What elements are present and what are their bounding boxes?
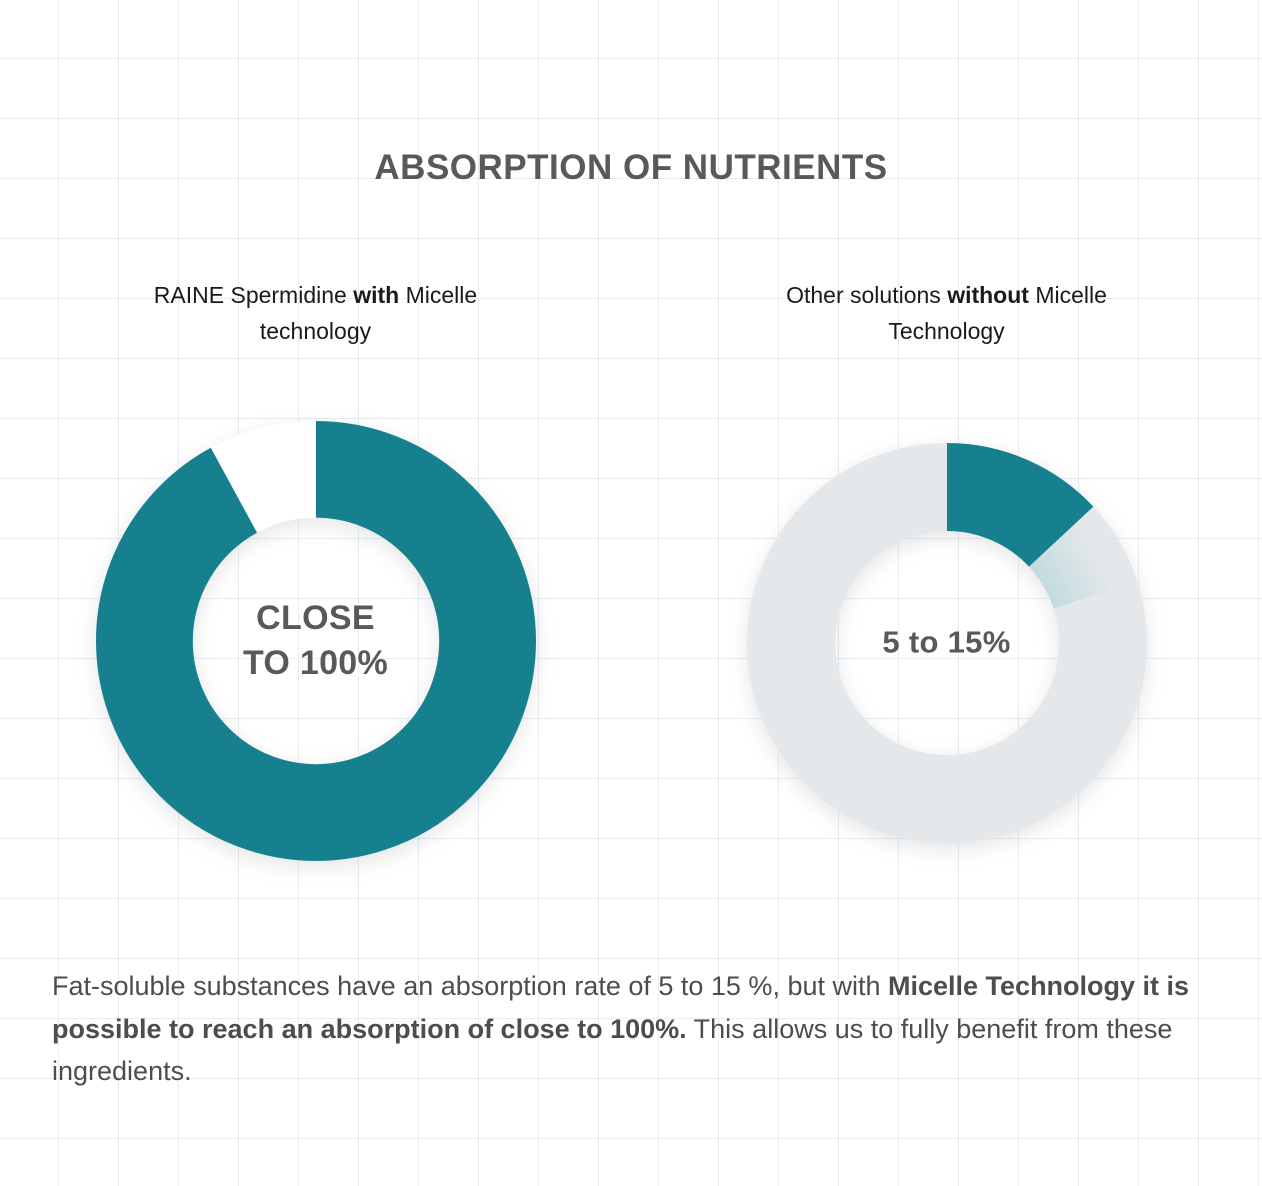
donut-left-value-line2: TO 100% [242, 644, 389, 683]
column-label-left-bold: with [353, 282, 400, 308]
donut-left-value-line1: CLOSE [256, 599, 375, 638]
footnote-part1: Fat-soluble substances have an absorption rate of 5 to 15 %, but with [52, 971, 888, 1001]
column-label-left-post: Micelle technology [259, 282, 478, 344]
column-label-right [737, 278, 1157, 349]
column-without-micelle [631, 278, 1262, 861]
column-label-right-bold: without [947, 282, 1029, 308]
column-label-right-post: Micelle Technology [888, 282, 1107, 344]
donut-left-value [126, 596, 504, 686]
footnote-text [52, 965, 1227, 1093]
comparison-columns [0, 278, 1262, 861]
column-label-right-pre: Other solutions [786, 282, 948, 308]
donut-chart-right [747, 443, 1147, 843]
donut-right-value-line1: 5 to 15% [882, 624, 1011, 660]
footnote-part2: This allows us to fully benefit from these ingredients. [52, 1013, 1173, 1087]
donut-right-value [775, 623, 1119, 664]
column-label-left [106, 278, 526, 349]
footnote-bold: Micelle Technology it is possible to reach an absorption of close to 100%. [52, 971, 1190, 1044]
page-title: ABSORPTION OF NUTRIENTS [374, 148, 888, 187]
column-with-micelle [0, 278, 631, 861]
donut-chart-left [96, 421, 536, 861]
column-label-left-pre: RAINE Spermidine [153, 282, 354, 308]
